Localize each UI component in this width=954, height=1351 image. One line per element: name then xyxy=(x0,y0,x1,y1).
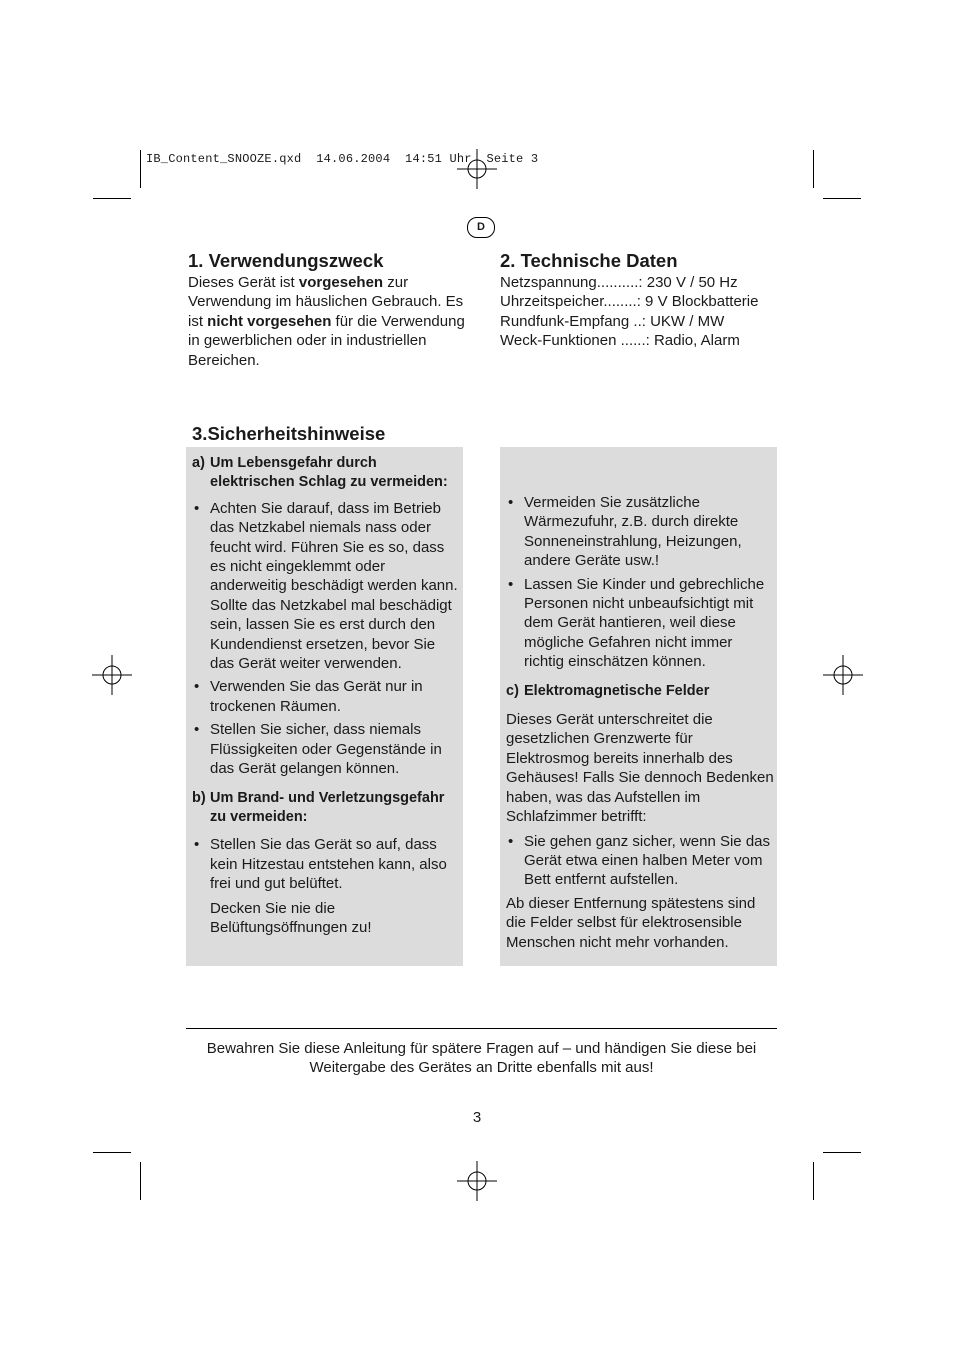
list-item: • Sie gehen ganz sicher, wenn Sie das Gerät etwa einen halben Meter vom Bett entfernt aufstellen. xyxy=(506,832,776,890)
subheading-c: c) Elektromagnetische Felder xyxy=(506,682,710,699)
list-item: • Stellen Sie sicher, dass niemals Flüssigkeiten oder Gegenstände in das Gerät gelangen können. xyxy=(192,720,460,778)
paragraph: Decken Sie nie die Belüftungsöffnungen zu! xyxy=(210,899,372,936)
spec-row: Rundfunk-Empfang ..: UKW / MW xyxy=(500,312,725,330)
spec-list xyxy=(500,273,790,351)
bullet-list-c xyxy=(506,832,776,890)
bullet-list-b xyxy=(192,835,460,893)
crop-mark xyxy=(93,198,131,199)
paragraph: Dieses Gerät unterschreitet die gesetzlichen Grenzwerte für Elektrosmog bereits innerhalb des Gehäuses! Falls Sie dennoch Bedenken haben, was das Aufstellen im Schlafzimmer betrifft: xyxy=(506,711,774,826)
crop-mark xyxy=(813,150,814,188)
list-item: • Achten Sie darauf, dass im Betrieb das Netzkabel niemals nass oder feucht wird. Führen Sie es so, dass es nicht eingeklemmt oder anderweitig beschädigt werden kann. Sollte das Netzkabel mal beschädigt sein, lassen Sie es erst durch den Kundendienst ersetzen, bevor Sie das Gerät weiter verwenden. xyxy=(192,499,460,674)
crop-mark xyxy=(823,1152,861,1153)
crop-mark xyxy=(140,1162,141,1200)
registration-mark xyxy=(457,1161,497,1201)
section-verwendungszweck xyxy=(188,250,466,370)
section-title: 2. Technische Daten xyxy=(500,250,678,271)
registration-mark xyxy=(823,655,863,695)
section-sicherheitshinweise-title: 3.Sicherheitshinweise xyxy=(192,423,386,444)
spec-row: Uhrzeitspeicher........: 9 V Blockbatterie xyxy=(500,293,759,311)
page-number: 3 xyxy=(472,1109,482,1126)
list-item: • Stellen Sie das Gerät so auf, dass kein Hitzestau entstehen kann, also frei und gut belüftet. xyxy=(192,835,460,893)
registration-mark xyxy=(92,655,132,695)
crop-mark xyxy=(813,1162,814,1200)
subheading-a: a) Um Lebensgefahr durch elektrischen Schlag zu vermeiden: xyxy=(192,455,448,491)
list-item: • Vermeiden Sie zusätzliche Wärmezufuhr, z.B. durch direkte Sonneneinstrahlung, Heizungen, andere Geräte usw.! xyxy=(506,493,776,571)
bullet-list-a xyxy=(192,499,460,779)
subheading-b: b) Um Brand- und Verletzungsgefahr zu vermeiden: xyxy=(192,789,445,825)
crop-mark xyxy=(823,198,861,199)
crop-mark xyxy=(93,1152,131,1153)
footer-note: Bewahren Sie diese Anleitung für spätere Fragen auf – und händigen Sie diese bei Weitergabe des Gerätes an Dritte ebenfalls mit aus! xyxy=(206,1040,757,1077)
list-item: • Lassen Sie Kinder und gebrechliche Personen nicht unbeaufsichtigt mit dem Gerät hantieren, weil diese mögliche Gefahren nicht immer richtig einschätzen können. xyxy=(506,575,776,672)
crop-mark xyxy=(140,150,141,188)
file-slug: IB_Content_SNOOZE.qxd 14.06.2004 14:51 Uhr Seite 3 xyxy=(146,152,539,166)
safety-box-left xyxy=(186,447,463,966)
list-item: • Verwenden Sie das Gerät nur in trockenen Räumen. xyxy=(192,677,460,716)
footer-rule xyxy=(186,1028,777,1029)
section-technische-daten xyxy=(500,250,790,351)
bullet-list-continued xyxy=(506,493,776,672)
paragraph: Ab dieser Entfernung spätestens sind die Felder selbst für elektrosensible Menschen nicht mehr vorhanden. xyxy=(506,894,756,951)
safety-box-right xyxy=(500,447,777,966)
section-title: 1. Verwendungszweck xyxy=(188,250,384,271)
language-badge: D xyxy=(467,217,495,238)
spec-row: Netzspannung..........: 230 V / 50 Hz xyxy=(500,274,738,291)
section-body: Dieses Gerät ist vorgesehen zur Verwendung im häuslichen Gebrauch. Es ist nicht vorgesehen für die Verwendung in gewerblichen oder in industriellen Bereichen. xyxy=(188,274,465,369)
spec-row: Weck-Funktionen ......: Radio, Alarm xyxy=(500,332,740,350)
